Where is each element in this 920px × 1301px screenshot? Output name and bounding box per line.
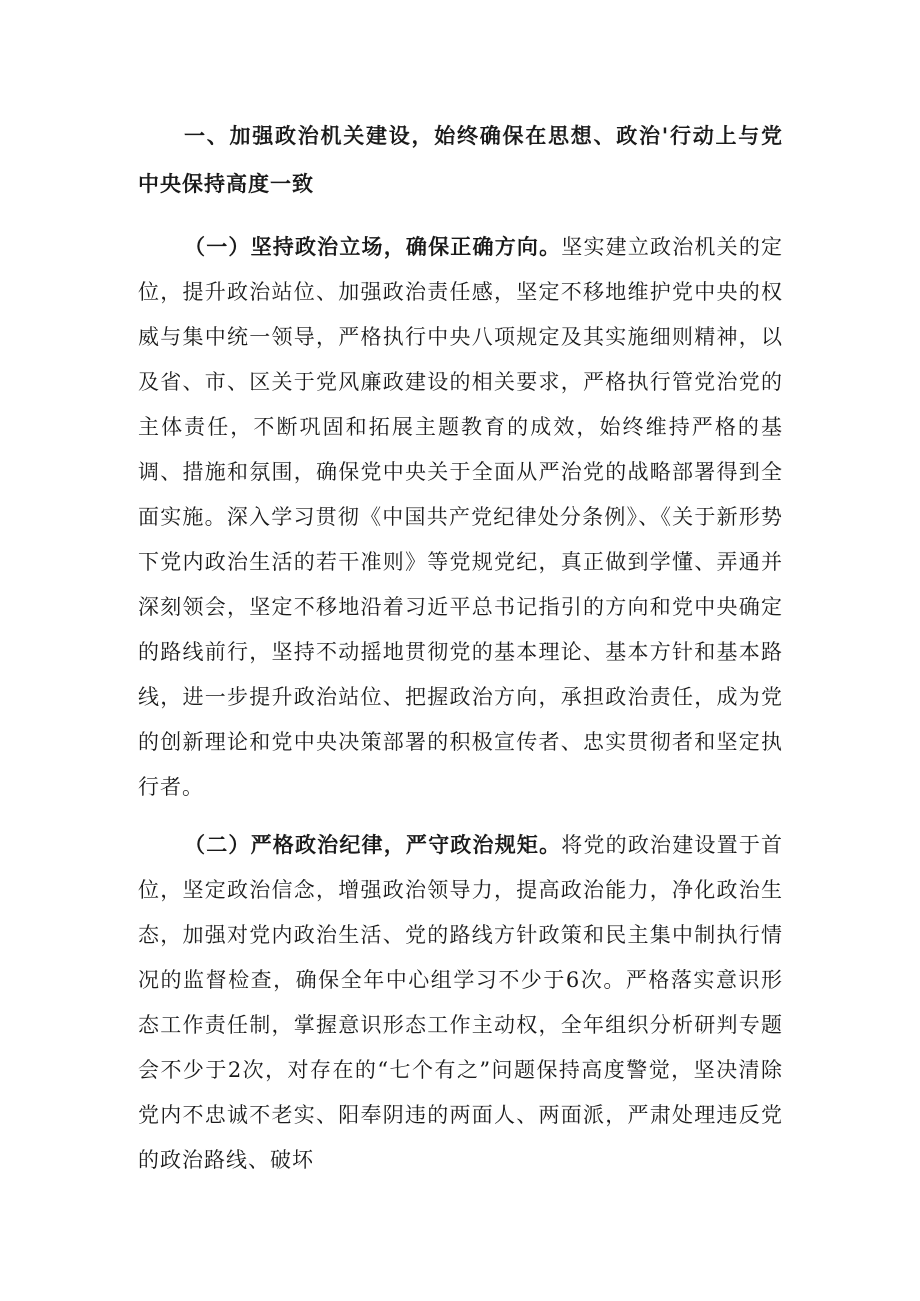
section-heading: 一、加强政治机关建设，始终确保在思想、政治'行动上与党中央保持高度一致 <box>138 123 783 196</box>
paragraph-2 <box>138 822 783 1183</box>
paragraph-2-lead: （二）严格政治纪律，严守政治规矩。 <box>184 832 562 857</box>
paragraph-1-lead: （一）坚持政治立场，确保正确方向。 <box>184 234 562 259</box>
paragraph-1-body: 坚实建立政治机关的定位，提升政治站位、加强政治责任感，坚定不移地维护党中央的权威与集中统一领导，严格执行中央八项规定及其实施细则精神，以及省、市、区关于党风廉政建设的相关要求，严格执行管党治党的主体责任，不断巩固和拓展主题教育的成效，始终维持严格的基调、措施和氛围，确保党中央关于全面从严治党的战略部署得到全面实施。深入学习贯彻《中国共产党纪律处分条例》、《关于新形势下党内政治生活的若干准则》等党规党纪，真正做到学懂、弄通并深刻领会，坚定不移地沿着习近平总书记指引的方向和党中央确定的路线前行，坚持不动摇地贯彻党的基本理论、基本方针和基本路线，进一步提升政治站位、把握政治方向，承担政治责任，成为党的创新理论和党中央决策部署的积极宣传者、忠实贯彻者和坚定执行者。 <box>138 235 784 799</box>
paragraph-2-body: 将党的政治建设置于首位，坚定政治信念，增强政治领导力，提高政治能力，净化政治生态，加强对党内政治生活、党的路线方针政策和民主集中制执行情况的监督检查，确保全年中心组学习不少于6次。严格落实意识形态工作责任制，掌握意识形态工作主动权，全年组织分析研判专题会不少于2次，对存在的“七个有之”问题保持高度警觉，坚决清除党内不忠诚不老实、阳奉阴违的两面人、两面派，严肃处理违反党的政治路线、破坏 <box>138 833 784 1172</box>
paragraph-1 <box>138 224 783 810</box>
